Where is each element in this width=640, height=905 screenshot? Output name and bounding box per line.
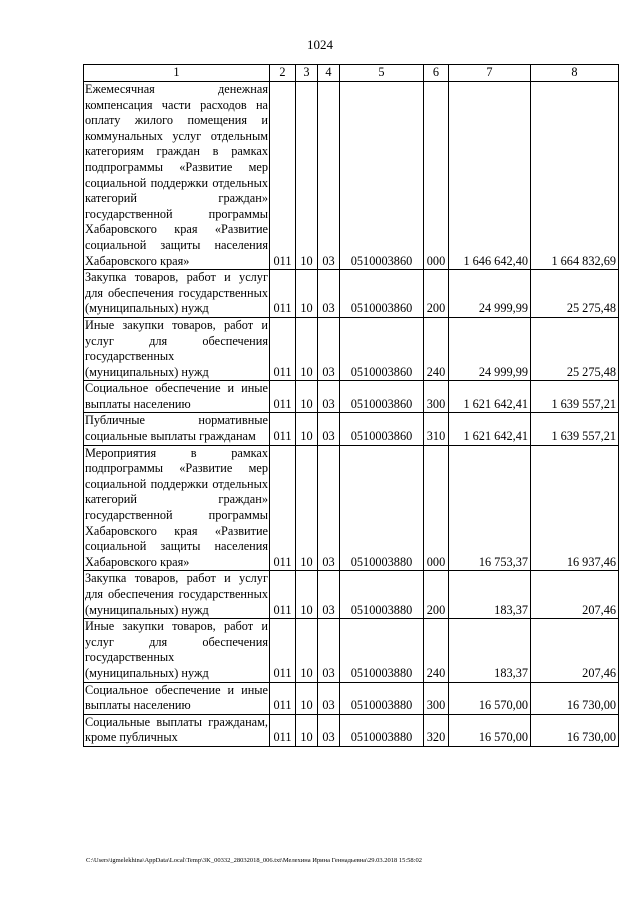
row-name-cell: Социальные выплаты гражданам, кроме публичных	[84, 714, 270, 746]
row-value-cell: 10	[296, 682, 318, 714]
row-value-cell: 03	[318, 571, 340, 619]
row-value-cell: 03	[318, 317, 340, 380]
row-value-cell: 16 937,46	[531, 445, 619, 571]
row-value-cell: 0510003860	[340, 381, 424, 413]
row-value-cell: 03	[318, 82, 340, 270]
row-value-cell: 10	[296, 571, 318, 619]
row-value-cell: 240	[424, 619, 449, 682]
table-row	[84, 714, 619, 746]
row-value-cell: 011	[270, 445, 296, 571]
row-value-cell: 310	[424, 413, 449, 445]
row-value-cell: 03	[318, 619, 340, 682]
table-row	[84, 682, 619, 714]
budget-table	[83, 64, 619, 747]
row-value-cell: 16 730,00	[531, 714, 619, 746]
row-name-cell: Социальное обеспечение и иные выплаты населению	[84, 381, 270, 413]
row-name-cell: Иные закупки товаров, работ и услуг для обеспечения государственных (муниципальных) нужд	[84, 619, 270, 682]
row-value-cell: 0510003860	[340, 413, 424, 445]
row-value-cell: 25 275,48	[531, 317, 619, 380]
row-value-cell: 011	[270, 714, 296, 746]
header-cell: 6	[424, 65, 449, 82]
header-cell: 2	[270, 65, 296, 82]
row-value-cell: 10	[296, 413, 318, 445]
row-name-cell: Публичные нормативные социальные выплаты гражданам	[84, 413, 270, 445]
row-value-cell: 0510003880	[340, 714, 424, 746]
table-row	[84, 381, 619, 413]
row-value-cell: 10	[296, 619, 318, 682]
row-value-cell: 300	[424, 381, 449, 413]
row-value-cell: 1 621 642,41	[449, 413, 531, 445]
row-value-cell: 000	[424, 445, 449, 571]
row-value-cell: 03	[318, 270, 340, 318]
row-value-cell: 03	[318, 445, 340, 571]
table-row	[84, 571, 619, 619]
row-value-cell: 16 570,00	[449, 682, 531, 714]
row-name-cell: Закупка товаров, работ и услуг для обеспечения государственных (муниципальных) нужд	[84, 270, 270, 318]
row-value-cell: 10	[296, 445, 318, 571]
row-value-cell: 10	[296, 82, 318, 270]
row-value-cell: 16 730,00	[531, 682, 619, 714]
row-value-cell: 24 999,99	[449, 270, 531, 318]
row-value-cell: 000	[424, 82, 449, 270]
table-row	[84, 413, 619, 445]
header-cell: 4	[318, 65, 340, 82]
header-cell: 8	[531, 65, 619, 82]
header-cell: 5	[340, 65, 424, 82]
row-value-cell: 011	[270, 82, 296, 270]
row-value-cell: 10	[296, 317, 318, 380]
page-number: 1024	[307, 37, 333, 52]
row-name-cell: Социальное обеспечение и иные выплаты населению	[84, 682, 270, 714]
row-value-cell: 200	[424, 270, 449, 318]
table-row	[84, 317, 619, 380]
row-value-cell: 10	[296, 270, 318, 318]
header-cell: 7	[449, 65, 531, 82]
row-value-cell: 0510003860	[340, 270, 424, 318]
row-value-cell: 011	[270, 413, 296, 445]
row-value-cell: 011	[270, 571, 296, 619]
row-value-cell: 10	[296, 381, 318, 413]
header-cell: 1	[84, 65, 270, 82]
row-name-cell: Ежемесячная денежная компенсация части расходов на оплату жилого помещения и коммунальных услуг отдельным категориям граждан в рамках подпрограммы «Развитие мер социальной поддержки отдельных категорий граждан» государственной программы Хабаровского края «Развитие социальной защиты населения Хабаровского края»	[84, 82, 270, 270]
footer-path: C:\Users\igmelekhina\AppData\Local\Temp\3K_00332_28032018_006.txt\Мелехина Ирина Геннадьевна\29.03.2018 15:58:02	[86, 857, 422, 864]
row-value-cell: 183,37	[449, 619, 531, 682]
row-value-cell: 24 999,99	[449, 317, 531, 380]
row-value-cell: 16 570,00	[449, 714, 531, 746]
row-value-cell: 011	[270, 619, 296, 682]
row-name-cell: Иные закупки товаров, работ и услуг для обеспечения государственных (муниципальных) нужд	[84, 317, 270, 380]
row-value-cell: 03	[318, 714, 340, 746]
table-row	[84, 619, 619, 682]
row-value-cell: 300	[424, 682, 449, 714]
row-value-cell: 207,46	[531, 571, 619, 619]
row-name-cell: Закупка товаров, работ и услуг для обеспечения государственных (муниципальных) нужд	[84, 571, 270, 619]
row-value-cell: 16 753,37	[449, 445, 531, 571]
row-value-cell: 011	[270, 317, 296, 380]
header-cell: 3	[296, 65, 318, 82]
row-value-cell: 0510003860	[340, 317, 424, 380]
row-value-cell: 0510003860	[340, 82, 424, 270]
row-value-cell: 320	[424, 714, 449, 746]
row-value-cell: 0510003880	[340, 445, 424, 571]
row-value-cell: 10	[296, 714, 318, 746]
row-value-cell: 0510003880	[340, 571, 424, 619]
row-value-cell: 1 646 642,40	[449, 82, 531, 270]
table-row	[84, 82, 619, 270]
row-value-cell: 240	[424, 317, 449, 380]
row-value-cell: 0510003880	[340, 682, 424, 714]
row-value-cell: 1 621 642,41	[449, 381, 531, 413]
row-value-cell: 03	[318, 413, 340, 445]
row-value-cell: 1 639 557,21	[531, 413, 619, 445]
row-value-cell: 03	[318, 381, 340, 413]
table-row	[84, 445, 619, 571]
row-value-cell: 011	[270, 381, 296, 413]
row-value-cell: 011	[270, 270, 296, 318]
table-header-row	[84, 65, 619, 82]
row-value-cell: 1 639 557,21	[531, 381, 619, 413]
row-name-cell: Мероприятия в рамках подпрограммы «Развитие мер социальной поддержки отдельных категорий граждан» государственной программы Хабаровского края «Развитие социальной защиты населения Хабаровского края»	[84, 445, 270, 571]
row-value-cell: 03	[318, 682, 340, 714]
row-value-cell: 011	[270, 682, 296, 714]
row-value-cell: 207,46	[531, 619, 619, 682]
row-value-cell: 0510003880	[340, 619, 424, 682]
table-row	[84, 270, 619, 318]
row-value-cell: 183,37	[449, 571, 531, 619]
row-value-cell: 1 664 832,69	[531, 82, 619, 270]
row-value-cell: 200	[424, 571, 449, 619]
row-value-cell: 25 275,48	[531, 270, 619, 318]
